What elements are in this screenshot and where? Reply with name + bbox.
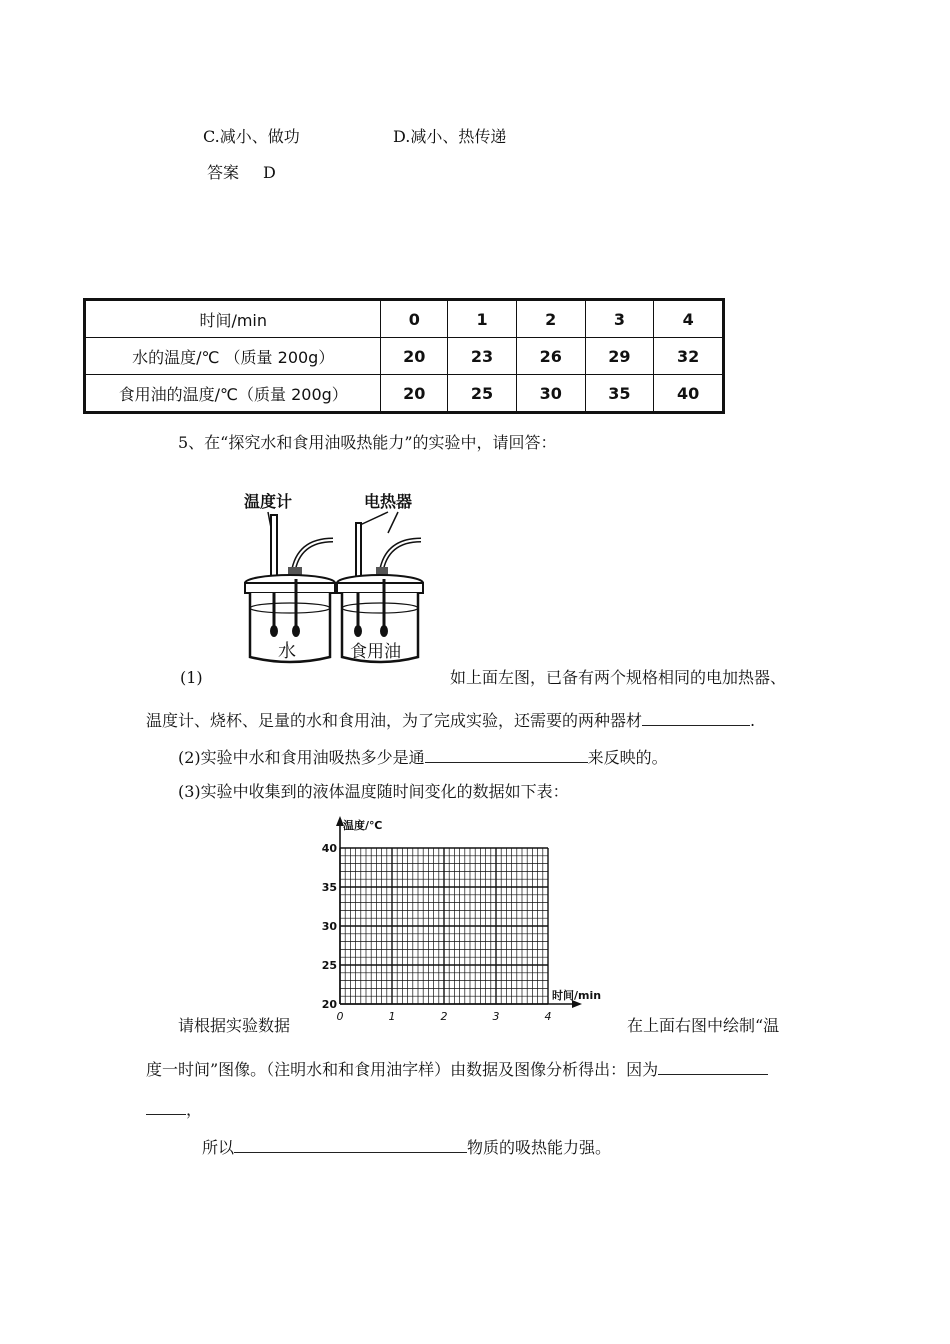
part5-line (202, 1136, 611, 1158)
option-d: D.减小、热传递 (393, 127, 507, 146)
part5-blank[interactable] (234, 1136, 467, 1153)
question-intro: 5、在“探究水和食用油吸热能力”的实验中，请回答： (178, 433, 557, 452)
table-header-row (85, 300, 724, 338)
table-header-cell: 0 (381, 300, 448, 338)
table-cell: 20 (381, 375, 448, 413)
part4-text-d: ， (186, 1100, 203, 1119)
x-tick-label: 4 (544, 1010, 552, 1023)
table-cell: 35 (585, 375, 654, 413)
part2-text-b: 来反映的。 (587, 748, 668, 767)
table-header-cell: 4 (654, 300, 724, 338)
table-cell: 30 (516, 375, 585, 413)
table-cell: 25 (448, 375, 517, 413)
x-tick-label: 1 (388, 1010, 396, 1023)
y-tick-label: 30 (321, 920, 337, 933)
part1-text-b: 温度计、烧杯、足量的水和食用油，为了完成实验，还需要的两种器材 (146, 711, 643, 730)
x-tick-label: 0 (336, 1010, 344, 1023)
y-tick-label: 25 (321, 959, 337, 972)
data-table (83, 298, 725, 414)
part1-end: . (750, 711, 756, 730)
part2-line (178, 746, 668, 768)
table-header-cell: 3 (585, 300, 654, 338)
table-cell: 29 (585, 338, 654, 375)
x-tick-label: 3 (492, 1010, 500, 1023)
oil-beaker (337, 523, 423, 662)
apparatus-figure (238, 485, 438, 670)
part1-number: (1) (180, 668, 203, 687)
water-beaker (245, 515, 335, 662)
table-cell: 40 (654, 375, 724, 413)
y-axis-label: 温度/℃ (343, 819, 383, 832)
part4-line-c (146, 1058, 768, 1080)
part1-line (146, 709, 755, 731)
table-row-label: 食用油的温度/℃（质量 200g） (85, 375, 381, 413)
table-row (85, 338, 724, 375)
part1-blank[interactable] (642, 709, 750, 726)
part2-text-a: (2)实验中水和食用油吸热多少是通 (178, 748, 425, 767)
answer-label: 答案 (207, 163, 240, 182)
part5-text-b: 物质的吸热能力强。 (467, 1138, 612, 1157)
table-cell: 23 (448, 338, 517, 375)
y-tick-label: 40 (321, 842, 337, 855)
oil-label: 食用油 (350, 642, 401, 662)
option-c: C.减小、做功 (203, 127, 300, 146)
temperature-time-grid (300, 812, 620, 1027)
part3-text: (3)实验中收集到的液体温度随时间变化的数据如下表： (178, 782, 569, 801)
table-cell: 20 (381, 338, 448, 375)
grid-lines (340, 848, 548, 1004)
y-tick-label: 35 (321, 881, 337, 894)
x-axis-label: 时间/min (552, 989, 602, 1002)
part5-text-a: 所以 (202, 1138, 235, 1157)
part4-text-b: 在上面右图中绘制“温 (627, 1016, 780, 1035)
y-tick-label: 20 (321, 998, 337, 1011)
chart-axes (336, 816, 582, 1008)
x-tick-label: 2 (440, 1010, 448, 1023)
water-label: 水 (278, 641, 296, 662)
part2-blank[interactable] (425, 746, 588, 763)
part1-text-a: 如上面左图，已备有两个规格相同的电加热器、 (450, 668, 787, 687)
table-header-cell: 1 (448, 300, 517, 338)
part4-text-c: 度一时间”图像。（注明水和和食用油字样）由数据及图像分析得出：因为 (146, 1060, 659, 1079)
part4-text-a: 请根据实验数据 (178, 1016, 291, 1035)
part4-blank-2[interactable] (146, 1098, 186, 1115)
thermometer-label: 温度计 (244, 492, 293, 511)
answer-value: D (263, 163, 276, 182)
heater-label: 电热器 (364, 492, 413, 511)
table-row (85, 375, 724, 413)
table-cell: 32 (654, 338, 724, 375)
part4-blank-1[interactable] (658, 1058, 768, 1075)
table-header-cell: 2 (516, 300, 585, 338)
table-header-cell: 时间/min (85, 300, 381, 338)
part4-line-d (146, 1098, 202, 1120)
table-row-label: 水的温度/℃ （质量 200g） (85, 338, 381, 375)
table-cell: 26 (516, 338, 585, 375)
